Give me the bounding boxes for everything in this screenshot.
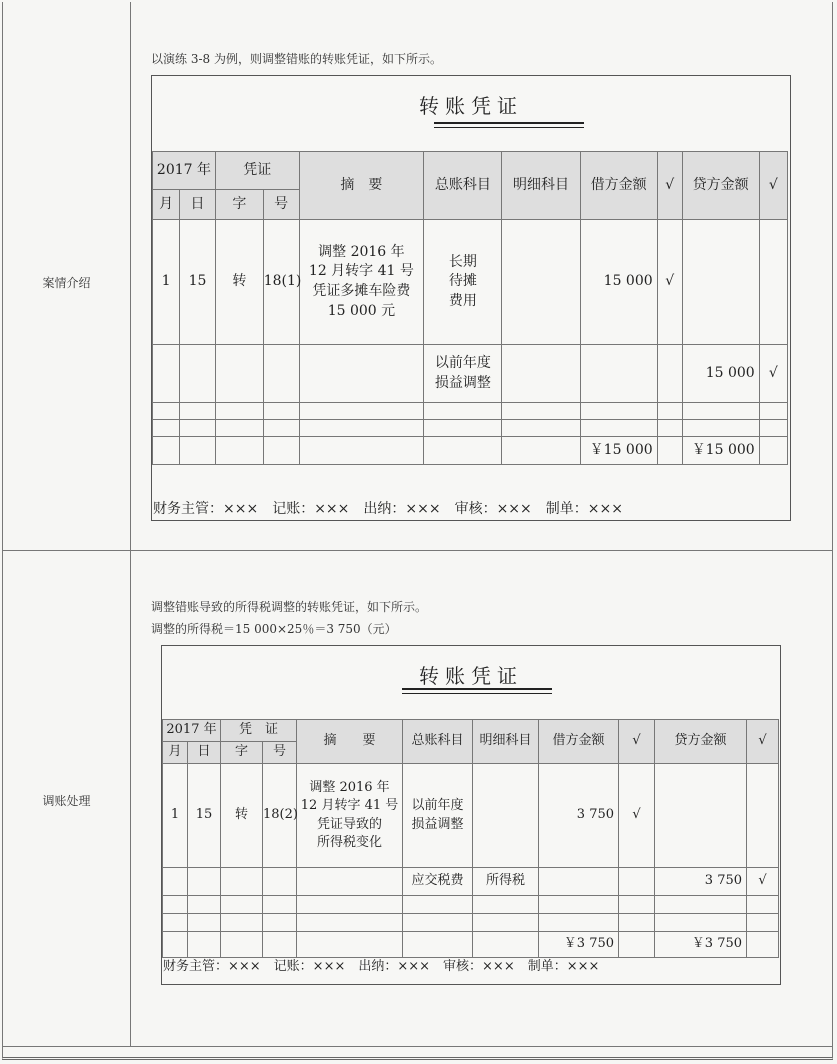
cell-debit: 15 000 <box>580 220 657 345</box>
transfer-voucher-1 <box>151 75 791 521</box>
cell-word: 转 <box>215 220 263 345</box>
voucher-title: 转账凭证 <box>419 94 523 118</box>
header-check: √ <box>657 152 682 220</box>
cell-number: 18(2) <box>263 764 297 868</box>
voucher-table <box>152 151 788 465</box>
table-row <box>153 345 788 403</box>
header-day: 日 <box>188 742 221 764</box>
transfer-voucher-2 <box>161 645 781 985</box>
summary-line: 凭证导致的 <box>317 816 383 832</box>
cell-summary <box>299 220 424 345</box>
cell-number: 18(1) <box>263 220 299 345</box>
cell-detail-account <box>473 764 539 868</box>
cell-number <box>263 345 299 403</box>
cell-number <box>263 868 297 896</box>
header-row <box>153 152 788 190</box>
cell-day: 15 <box>180 220 216 345</box>
header-credit: 贷方金额 <box>682 152 759 220</box>
cell-day <box>188 868 221 896</box>
cell-credit: 3 750 <box>655 868 747 896</box>
table-row <box>153 220 788 345</box>
voucher-table <box>162 719 779 958</box>
cell-general-account: 应交税费 <box>403 868 473 896</box>
header-word: 字 <box>215 190 263 220</box>
total-debit: ￥15 000 <box>580 437 657 465</box>
cell-credit: 15 000 <box>682 345 759 403</box>
voucher-title-underline <box>402 688 552 694</box>
tax-formula: 调整的所得税＝15 000×25％＝3 750（元） <box>151 622 397 636</box>
table-row-empty <box>163 896 779 914</box>
cell-check <box>747 764 779 868</box>
cell-month <box>163 868 188 896</box>
voucher-title-underline <box>434 122 584 128</box>
row-divider <box>3 550 832 551</box>
summary-line: 15 000 元 <box>327 302 396 319</box>
cell-check: √ <box>619 764 655 868</box>
header-day: 日 <box>180 190 216 220</box>
page-frame <box>2 2 833 1060</box>
general-line: 以前年度 <box>411 798 464 814</box>
header-detail-account: 明细科目 <box>502 152 580 220</box>
cell-day <box>180 345 216 403</box>
table-row-empty <box>163 914 779 932</box>
column-divider <box>130 2 131 1047</box>
cell-day: 15 <box>188 764 221 868</box>
cell-word <box>215 345 263 403</box>
header-number: 号 <box>263 742 297 764</box>
general-line: 以前年度 <box>434 354 491 371</box>
summary-line: 凭证多摊车险费 <box>312 283 411 299</box>
cell-debit: 3 750 <box>539 764 619 868</box>
header-general-account: 总账科目 <box>403 720 473 764</box>
general-line: 费用 <box>448 292 477 309</box>
table-row <box>163 764 779 868</box>
cell-summary <box>299 345 424 403</box>
row-divider-bottom <box>3 1046 832 1047</box>
cell-detail-account <box>502 345 580 403</box>
cell-credit <box>655 764 747 868</box>
header-summary: 摘 要 <box>299 152 424 220</box>
header-check: √ <box>759 152 787 220</box>
table-row-empty <box>153 403 788 420</box>
header-detail-account: 明细科目 <box>473 720 539 764</box>
header-year: 2017 年 <box>153 152 216 190</box>
table-row <box>163 868 779 896</box>
header-general-account: 总账科目 <box>424 152 502 220</box>
row-label-adjustment: 调账处理 <box>42 794 91 808</box>
signature-line: 财务主管：××× 记账：××× 出纳：××× 审核：××× 制单：××× <box>153 501 623 517</box>
header-check: √ <box>747 720 779 764</box>
cell-detail-account <box>502 220 580 345</box>
cell-detail-account: 所得税 <box>473 868 539 896</box>
cell-general-account <box>424 345 502 403</box>
row-label-case-intro: 案情介绍 <box>42 276 91 290</box>
cell-month: 1 <box>153 220 180 345</box>
cell-check <box>657 345 682 403</box>
header-number: 号 <box>263 190 299 220</box>
cell-word: 转 <box>221 764 263 868</box>
header-year: 2017 年 <box>163 720 221 742</box>
header-word: 字 <box>221 742 263 764</box>
total-credit: ￥15 000 <box>682 437 759 465</box>
summary-line: 调整 2016 年 <box>318 243 405 260</box>
cell-debit <box>539 868 619 896</box>
general-line: 待摊 <box>448 273 477 290</box>
summary-line: 调整 2016 年 <box>309 780 390 796</box>
cell-debit <box>580 345 657 403</box>
general-line: 损益调整 <box>411 816 464 832</box>
cell-general-account <box>424 220 502 345</box>
voucher-title: 转账凭证 <box>419 664 523 688</box>
total-credit: ￥3 750 <box>655 932 747 958</box>
signature-line: 财务主管：××× 记账：××× 出纳：××× 审核：××× 制单：××× <box>163 959 600 974</box>
totals-row <box>153 437 788 465</box>
header-voucher: 凭 证 <box>221 720 297 742</box>
header-credit: 贷方金额 <box>655 720 747 764</box>
intro-text: 以演练 3-8 为例，则调整错账的转账凭证，如下所示。 <box>151 52 442 66</box>
intro-text: 调整错账导致的所得税调整的转账凭证，如下所示。 <box>151 600 428 614</box>
cell-word <box>221 868 263 896</box>
totals-row <box>163 932 779 958</box>
cell-check <box>759 220 787 345</box>
cell-general-account <box>403 764 473 868</box>
table-row-empty <box>153 420 788 437</box>
cell-summary <box>297 868 403 896</box>
header-voucher: 凭证 <box>215 152 299 190</box>
cell-credit <box>682 220 759 345</box>
cell-check: √ <box>747 868 779 896</box>
cell-check: √ <box>759 345 787 403</box>
header-row <box>163 720 779 742</box>
cell-check: √ <box>657 220 682 345</box>
header-month: 月 <box>163 742 188 764</box>
cell-summary <box>297 764 403 868</box>
total-debit: ￥3 750 <box>539 932 619 958</box>
header-check: √ <box>619 720 655 764</box>
header-summary: 摘 要 <box>297 720 403 764</box>
cell-month: 1 <box>163 764 188 868</box>
cell-month <box>153 345 180 403</box>
header-debit: 借方金额 <box>539 720 619 764</box>
cell-check <box>619 868 655 896</box>
summary-line: 12 月转字 41 号 <box>300 798 399 814</box>
general-line: 长期 <box>448 253 477 270</box>
header-debit: 借方金额 <box>580 152 657 220</box>
general-line: 损益调整 <box>434 374 491 391</box>
header-month: 月 <box>153 190 180 220</box>
summary-line: 所得税变化 <box>317 834 383 850</box>
summary-line: 12 月转字 41 号 <box>308 263 414 280</box>
